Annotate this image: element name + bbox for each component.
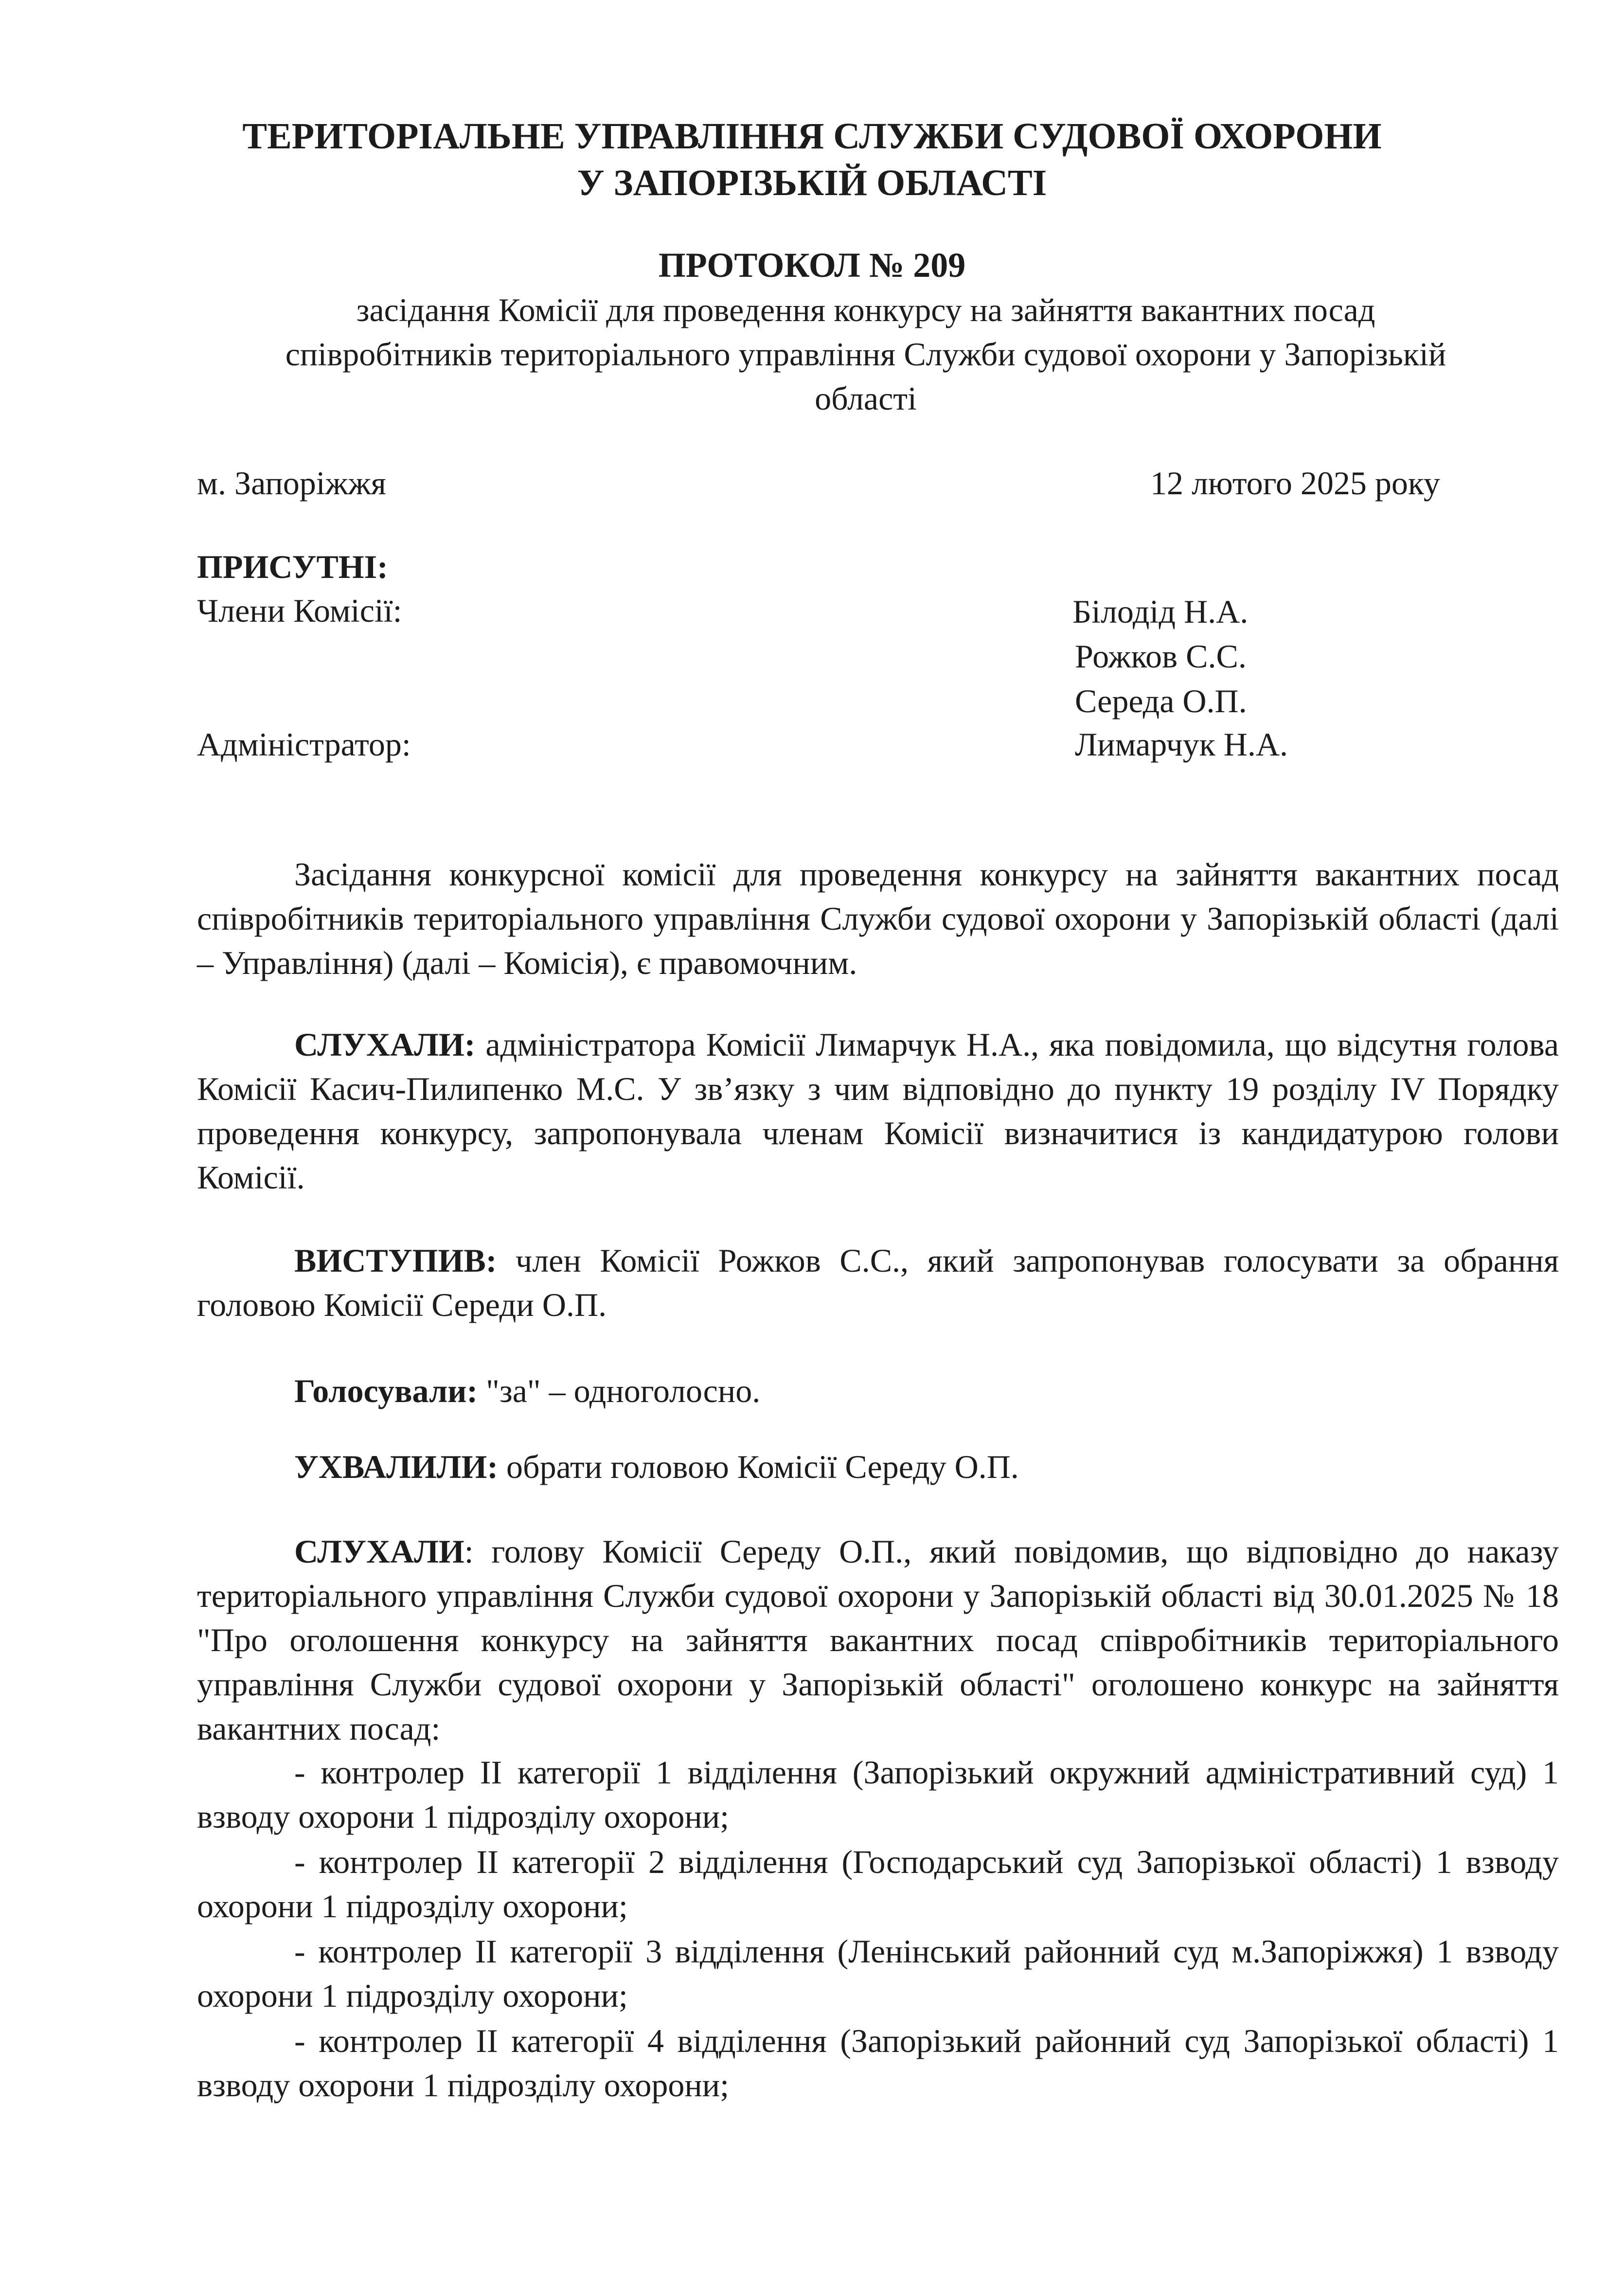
protocol-subtitle-line-1: засідання Комісії для проведення конкурсу на зайняття вакантних посад	[356, 291, 1375, 328]
organization-line-2: У ЗАПОРІЗЬКІЙ ОБЛАСТІ	[577, 162, 1047, 203]
heard-2-text: : голову Комісії Середу О.П., який повідомив, що відповідно до наказу територіального управління Служби судової охорони у Запорізькій області від 30.01.2025 № 18 "Про оголошення конкурсу на зайняття вакантних посад співробітників територіального управління Служби судової охорони у Запорізькій області" оголошено конкурс на зайняття вакантних посад:	[197, 1533, 1559, 1747]
list-item: - контролер ІІ категорії 1 відділення (Запорізький окружний адміністративний суд) 1 взводу охорони 1 підрозділу охорони;	[197, 1754, 1559, 1835]
member-2: Рожков С.С.	[1075, 638, 1247, 675]
paragraph-voted	[197, 1369, 1559, 1413]
protocol-subtitle-line-3: області	[815, 380, 917, 417]
paragraph-resolved	[197, 1445, 1559, 1489]
spoke-label: ВИСТУПИВ:	[294, 1242, 497, 1279]
spoke-text: член Комісії Рожков С.С., який запропонував голосувати за обрання головою Комісії Середи О.П.	[197, 1242, 1559, 1323]
protocol-subtitle	[175, 288, 1556, 421]
member-3: Середа О.П.	[1075, 683, 1247, 720]
list-item: - контролер ІІ категорії 4 відділення (Запорізький районний суд Запорізької області) 1 взводу охорони 1 підрозділу охорони;	[197, 2022, 1559, 2104]
paragraph-heard-1	[197, 1023, 1559, 1200]
voted-text: "за" – одноголосно.	[478, 1372, 761, 1409]
admin-name: Лимарчук Н.А.	[1075, 726, 1288, 763]
city: м. Запоріжжя	[197, 465, 386, 502]
protocol-subtitle-line-2: співробітників територіального управління Служби судової охорони у Запорізькій	[285, 336, 1446, 373]
organization-heading	[0, 113, 1624, 206]
present-heading: ПРИСУТНІ:	[197, 548, 388, 585]
paragraph-heard-2	[197, 1529, 1559, 1751]
admin-label: Адміністратор:	[197, 726, 411, 763]
heard-2-label: СЛУХАЛИ	[294, 1533, 464, 1570]
resolved-label: УХВАЛИЛИ:	[294, 1448, 498, 1485]
list-item: - контролер ІІ категорії 3 відділення (Ленінський районний суд м.Запоріжжя) 1 взводу охорони 1 підрозділу охорони;	[197, 1933, 1559, 2014]
heard-label: СЛУХАЛИ:	[294, 1026, 476, 1063]
list-item: - контролер ІІ категорії 2 відділення (Господарський суд Запорізької області) 1 взводу охорони 1 підрозділу охорони;	[197, 1843, 1559, 1925]
voted-label: Голосували:	[294, 1372, 478, 1409]
members-label: Члени Комісії:	[197, 592, 402, 629]
member-1: Білодід Н.А.	[1072, 593, 1249, 630]
date: 12 лютого 2025 року	[1150, 465, 1440, 502]
organization-line-1: ТЕРИТОРІАЛЬНЕ УПРАВЛІННЯ СЛУЖБИ СУДОВОЇ ОХОРОНИ	[242, 116, 1382, 157]
resolved-text: обрати головою Комісії Середу О.П.	[498, 1448, 1019, 1485]
paragraph-quorum: Засідання конкурсної комісії для проведення конкурсу на зайняття вакантних посад співробітників територіального управління Служби судової охорони у Запорізькій області (далі – Управління) (далі – Комісія), є правомочним.	[197, 856, 1559, 981]
paragraph-spoke	[197, 1239, 1559, 1327]
protocol-title: ПРОТОКОЛ № 209	[658, 246, 966, 285]
heard-text: адміністратора Комісії Лимарчук Н.А., яка повідомила, що відсутня голова Комісії Касич-Пилипенко М.С. У зв’язку з чим відповідно до пункту 19 розділу IV Порядку проведення конкурсу, запропонувала членам Комісії визначитися із кандидатурою голови Комісії.	[197, 1026, 1559, 1196]
